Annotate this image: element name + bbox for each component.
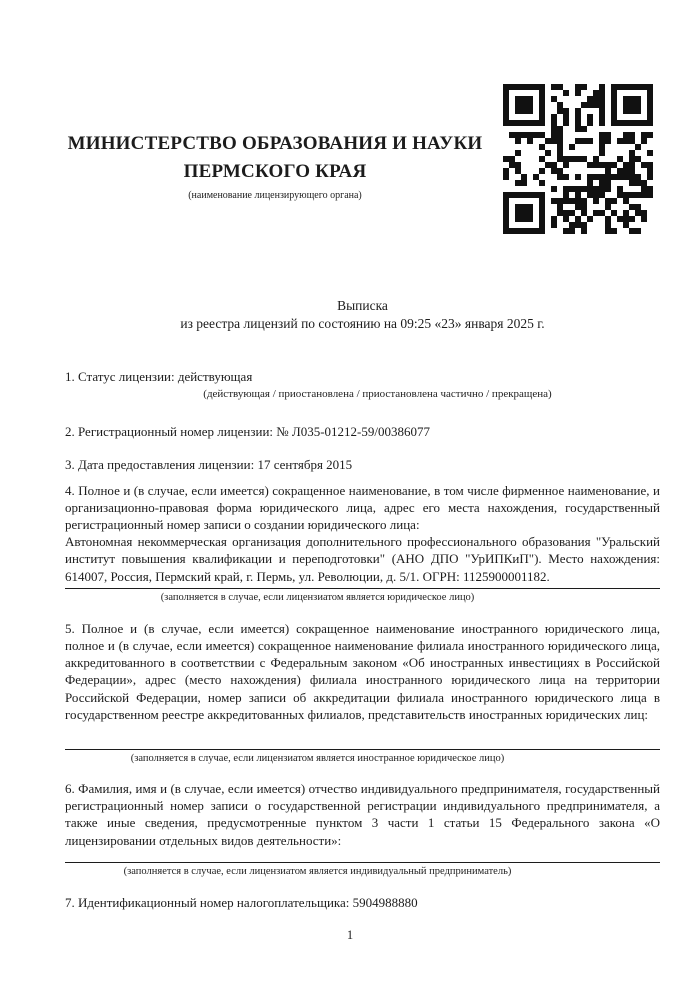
field-license-date: 3. Дата предоставления лицензии: 17 сентября 2015 [65,457,353,473]
field-legal-entity-question: 4. Полное и (в случае, если имеется) сокращенное наименование, в том числе фирменное наименование, и организационно-правовая форма юридического лица, адрес его места нахождения, государственный регистрационный номер записи о создании юридического лица: [65,482,660,533]
fill-in-rule [65,588,660,589]
field-legal-entity-answer: Автономная некоммерческая организация дополнительного профессионального образования "Уральский институт повышения квалификации и переподготовки" (АНО ДПО "УрИПКиП"). Место нахождения: 614007, Россия, Пермский край, г. Пермь, ул. Революции, д. 5/1. ОГРН: 1125900001182. [65,534,660,584]
fill-in-rule [65,862,660,863]
qr-code-icon [503,84,653,234]
field-foreign-entity-question: 5. Полное и (в случае, если имеется) сокращенное наименование иностранного юридического лица, полное и (в случае, если имеется) сокращенное наименование филиала иностранного юридического лица, аккредитованного в соответствии с Федеральным законом «Об иностранных инвестициях в Российской Федерации», адрес (место нахождения) филиала иностранного юридического лица на территории Российской Федерации, номер записи об аккредитации филиала иностранного юридического лица в государственном реестре аккредитованных филиалов, представительств иностранных юридических лиц: [65,620,660,722]
field-entrepreneur-question: 6. Фамилия, имя и (в случае, если имеется) отчество индивидуального предпринимателя, государственный регистрационный номер записи о государственной регистрации индивидуального предпринимателя, а также иные сведения, предусмотренные пунктом 3 части 1 статьи 15 Федерального закона «О лицензировании отдельных видов деятельности»: [65,781,660,848]
field-legal-entity-note: (заполняется в случае, если лицензиатом является юридическое лицо) [160,591,475,603]
field-entrepreneur-note: (заполняется в случае, если лицензиатом является индивидуальный предприниматель) [123,865,512,877]
field-registration-number: 2. Регистрационный номер лицензии: № Л035-01212-59/00386077 [65,424,431,440]
document-title-line2: из реестра лицензий по состоянию на 09:25 «23» января 2025 г. [180,315,545,331]
field-license-status: 1. Статус лицензии: действующая [65,369,253,384]
document-title-line1: Выписка [337,298,388,313]
ministry-name-line2: ПЕРМСКОГО КРАЯ [183,161,367,182]
field-foreign-entity-note: (заполняется в случае, если лицензиатом является иностранное юридическое лицо) [130,753,505,765]
page-number: 1 [346,928,354,942]
document-title [65,297,660,332]
ministry-name-line1: МИНИСТЕРСТВО ОБРАЗОВАНИЯ И НАУКИ [67,133,483,154]
field-license-status-note: (действующая / приостановлена / приостановлена частично / прекращена) [203,388,552,401]
document-body [65,365,660,911]
field-taxpayer-id: 7. Идентификационный номер налогоплательщика: 5904988880 [65,894,418,910]
licensing-authority-header [50,130,500,202]
fill-in-rule [65,749,660,750]
ministry-caption: (наименование лицензирующего органа) [188,190,362,201]
